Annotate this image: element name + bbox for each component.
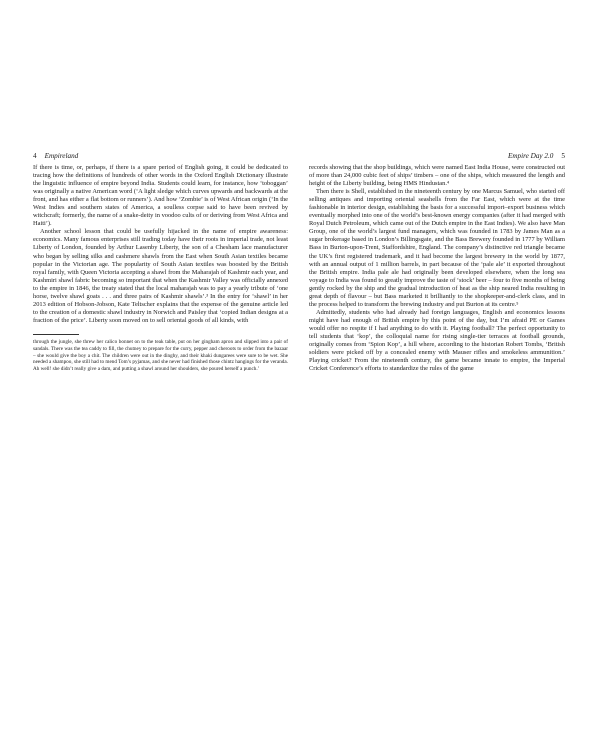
left-running-head [33,150,288,164]
left-running-title: Empireland [44,152,79,160]
right-paragraph-3: Admittedly, students who had already had foreign languages, English and economics lessons might have had enough of British empire by this point of the day, but I’m afraid PE or Games would offer no respite if I had anything to do with it. Playing football? The perfect opportunity to tell students that ‘kop’, the colloquial name for rising single-tier terraces at football grounds, originally comes from ‘Spion Kop’, a hill where, according to the historian Robert Tombs, ‘British soldiers were picked off by a concealed enemy with Mauser rifles and smokeless ammunition.’ Playing cricket? From the nineteenth century, the game became innate to empire, the Imperial Cricket Conference’s efforts to standardize the rules of the game [309,308,565,373]
right-body-text [309,164,565,373]
right-page [309,150,565,590]
left-page [33,150,288,590]
left-paragraph-1: If there is time, or, perhaps, if there is a spare period of English going, it could be dedicated to tracing how the definitions of hundreds of other words in the Oxford English Dictionary illustrate the linguistic influence of empire beyond India. Students could learn, for instance, how ‘toboggan’ was originally a native American word (‘A light sledge which curves upwards and backwards at the front, and has either a flat bottom or runners’). And how ‘Zombie’ is of West African origin (‘In the West Indies and southern states of America, a soulless corpse said to have been revived by witchcraft; formerly, the name of a snake-deity in voodoo cults of or deriving from West Africa and Haiti’). [33,164,288,228]
left-page-number: 4 [33,152,37,160]
left-body-text [33,164,288,325]
right-running-title: Empire Day 2.0 [507,152,554,160]
right-page-number: 5 [561,152,565,160]
right-running-head [309,150,565,164]
right-paragraph-1: records showing that the shop buildings, which were named East India House, were constructed out of more than 24,000 cubic feet of ships’ timbers – one of the ships, which measured the length and height of the Liberty building, being HMS Hindustan.⁴ [309,164,565,188]
left-footnote [33,339,288,373]
left-footnote-text: through the jungle, she threw her calico bonnet on to the teak table, put on her gingham apron and slipped into a pair of sandals. There was the tea caddy to fill, the chutney to prepare for the curry, pepper and cheroots to order from the bazaar – she would give the boy a chit. The children were out in the dinghy, and their khaki dungarees were sure to be wet. She needed a shampoo, she still had to mend Tom’s pyjamas, and she never had finished those chintz hangings for the veranda. Ah well! she didn’t really give a dam, and putting a shawl around her shoulders, she poured herself a punch.’ [33,338,288,373]
right-paragraph-2: Then there is Shell, established in the nineteenth century by one Marcus Samuel, who started off selling antiques and importing oriental seashells from the Far East, which were at the time fashionable in interior design, establishing the basis for a successful import–export business which eventually morphed into one of the world’s best-known energy companies (after it had merged with Royal Dutch Petroleum, which came out of the Dutch empire in the East Indies). We also have Man Group, one of the world’s largest fund managers, which was founded in 1783 by James Man as a sugar brokerage based in London’s Billingsgate, and the Bass Brewery founded in 1777 by William Bass in Burton-upon-Trent, Staffordshire, England. The company’s distinctive red triangle became the UK’s first registered trademark, and it had become the largest brewery in the world by 1877, with an annual output of 1 million barrels, in part because of the ‘pale ale’ it exported throughout the British empire. India pale ale had originally been developed elsewhere, when the long sea voyage to India was found to greatly improve the taste of ‘stock’ beer – four to five months of being gently rocked by the ship and the gradual introduction of heat as the ship neared India resulting in great depth of flavour – but Bass marketed it brilliantly to the shopkeeper-and-clerk class, and in the process helped to transform the brewing industry and put Burton at its centre.⁵ [309,188,565,308]
left-paragraph-2: Another school lesson that could be usefully hijacked in the name of empire awareness: economics. Many famous enterprises still trading today have their roots in imperial trade, not least Liberty of London, founded by Arthur Lasenby Liberty, the son of a Chesham lace manufacturer who began by selling silks and cashmere shawls from the East when South Asian textiles became popular in the Victorian age. The popularity of South Asian textiles was boosted by the British royal family, with Queen Victoria accepting a shawl from the Maharajah of Kashmir each year, and Kashmiri shawl fabric becoming so important that when the Kashmir Valley was officially annexed to the empire in 1846, the treaty stated that the local maharajah was to pay a yearly tribute of ‘one horse, twelve shawl goats . . . and three pairs of Kashmir shawls’.³ In the entry for ‘shawl’ in her 2013 edition of Hobson-Jobson, Kate Teltscher explains that the expense of the genuine article led to the creation of a domestic shawl industry in Norwich and Paisley that ‘copied Indian designs at a fraction of the price’. Liberty soon moved on to sell oriental goods of all kinds, with [33,228,288,324]
footnote-divider [33,334,79,335]
